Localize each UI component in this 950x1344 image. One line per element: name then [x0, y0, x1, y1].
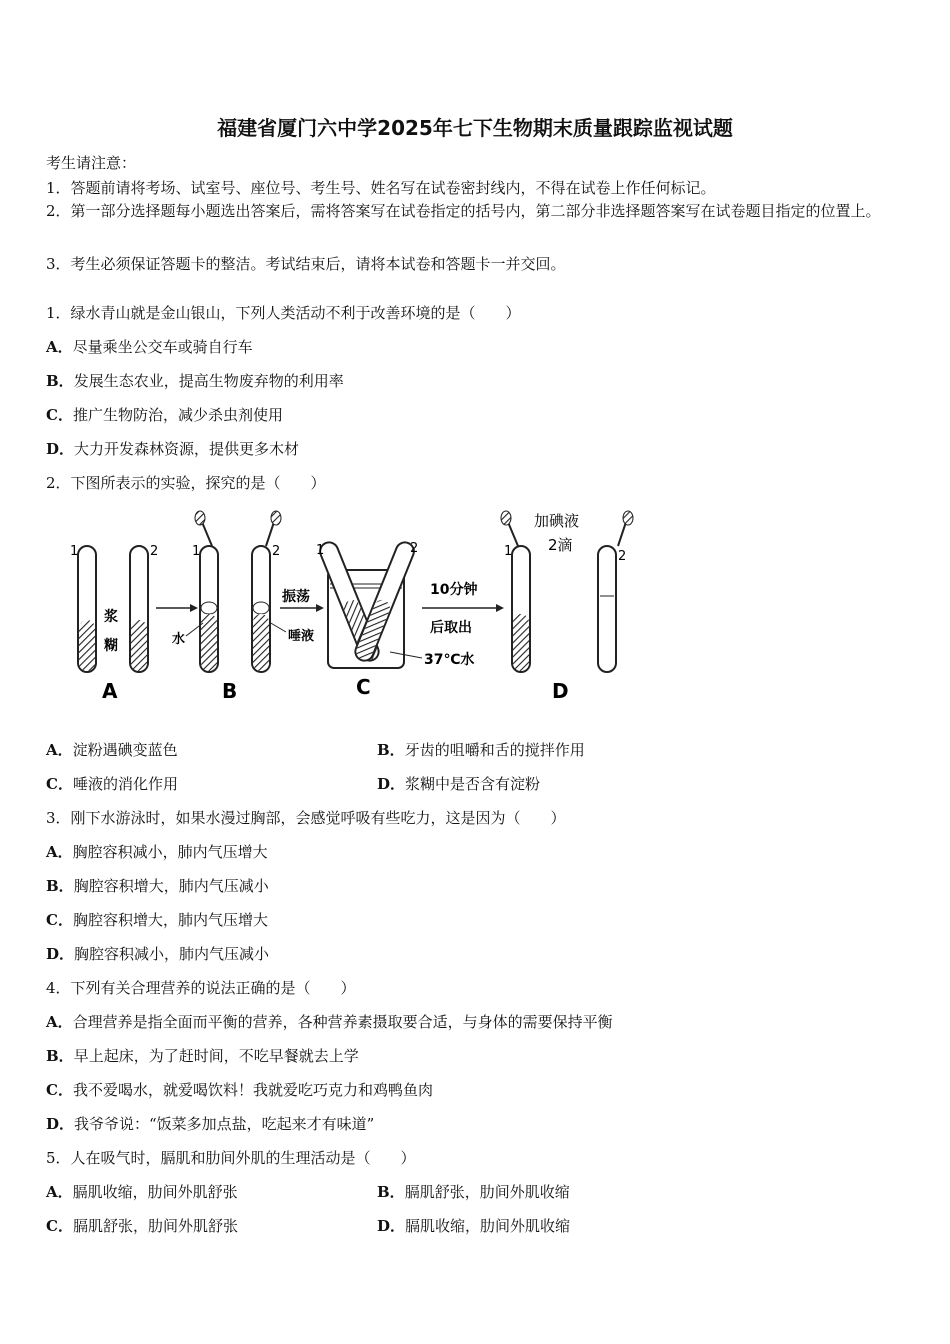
question-stem-4: 4．下列有关合理营养的说法正确的是（ ）: [46, 979, 356, 997]
option-letter: A．: [46, 1013, 73, 1031]
option-letter: B．: [46, 877, 74, 895]
option-3-a: [46, 841, 268, 862]
experiment-figure: [60, 508, 640, 708]
tube-number: 2: [618, 549, 627, 564]
option-letter: D．: [377, 1217, 406, 1235]
option-4-a: [46, 1011, 613, 1032]
option-text: 我不爱喝水，就爱喝饮料！我就爱吃巧克力和鸡鸭鱼肉: [72, 1081, 433, 1099]
option-letter: B．: [377, 741, 405, 759]
option-letter: B．: [46, 1047, 74, 1065]
option-text: 推广生物防治，减少杀虫剂使用: [72, 406, 283, 424]
tube-d2: [598, 546, 616, 672]
label-time: 后取出: [430, 620, 472, 636]
option-letter: C．: [46, 1081, 73, 1099]
tube-d1: [512, 546, 530, 672]
option-text: 胸腔容积减小，肺内气压减小: [74, 945, 270, 963]
option-2-b: [377, 739, 585, 760]
label-saliva: 唾液: [288, 629, 315, 644]
label-paste: 浆: [104, 609, 118, 625]
option-letter: B．: [46, 372, 74, 390]
option-text: 我爷爷说：“饭菜多加点盐，吃起来才有味道”: [74, 1115, 375, 1133]
notice-item: 2．第一部分选择题每小题选出答案后，需将答案写在试卷指定的括号内，第二部分非选择题答案写在试卷题目指定的位置上。: [46, 202, 881, 220]
option-text: 早上起床，为了赶时间，不吃早餐就去上学: [73, 1047, 359, 1065]
tube-number: 2: [150, 544, 159, 559]
option-text: 浆糊中是否含有淀粉: [405, 775, 541, 793]
tube-number: 1: [504, 544, 513, 559]
question-stem-3: 3．刚下水游泳时，如果水漫过胸部，会感觉呼吸有些吃力，这是因为（ ）: [46, 809, 566, 827]
option-text: 合理营养是指全面而平衡的营养，各种营养素摄取要合适，与身体的需要保持平衡: [72, 1013, 613, 1031]
question-stem-5: 5．人在吸气时，膈肌和肋间外肌的生理活动是（ ）: [46, 1149, 416, 1167]
step-label-d: D: [552, 679, 569, 703]
option-1-d: [46, 438, 299, 459]
option-text: 大力开发森林资源，提供更多木材: [74, 440, 300, 458]
option-letter: D．: [46, 945, 75, 963]
option-text: 发展生态农业，提高生物废弃物的利用率: [73, 372, 344, 390]
page-title: 福建省厦门六中学2025年七下生物期末质量跟踪监视试题: [217, 116, 733, 140]
option-3-d: [46, 943, 269, 964]
step-label-c: C: [356, 675, 371, 699]
option-letter: A．: [46, 338, 73, 356]
option-letter: B．: [377, 1183, 405, 1201]
option-4-b: [46, 1045, 359, 1066]
option-text: 膈肌舒张，肋间外肌舒张: [72, 1217, 238, 1235]
tube-number: 2: [410, 541, 419, 556]
label-shake: 振荡: [282, 589, 310, 605]
option-1-c: [46, 404, 283, 425]
option-2-c: [46, 773, 178, 794]
notice-item: 1．答题前请将考场、试室号、座位号、考生号、姓名写在试卷密封线内，不得在试卷上作任何标记。: [46, 179, 716, 197]
arrow-icon: [156, 604, 198, 612]
option-4-c: [46, 1079, 433, 1100]
dropper-icon: [266, 511, 281, 546]
option-letter: C．: [46, 406, 73, 424]
option-3-b: [46, 875, 269, 896]
option-text: 尽量乘坐公交车或骑自行车: [72, 338, 253, 356]
tube-b1: [200, 546, 218, 672]
arrow-icon: [422, 604, 504, 612]
label-time: 10分钟: [430, 582, 478, 598]
option-letter: C．: [46, 911, 73, 929]
tube-b2: [252, 546, 270, 672]
tube-number: 1: [70, 544, 79, 559]
option-text: 胸腔容积增大，肺内气压减小: [73, 877, 269, 895]
tube-a1: [78, 546, 96, 672]
question-stem-1: 1．绿水青山就是金山银山，下列人类活动不利于改善环境的是（ ）: [46, 304, 521, 322]
option-5-d: [377, 1215, 570, 1236]
option-letter: D．: [46, 1115, 75, 1133]
notice-item: 3．考生必须保证答题卡的整洁。考试结束后，请将本试卷和答题卡一并交回。: [46, 255, 566, 273]
option-2-d: [377, 773, 540, 794]
option-letter: A．: [46, 741, 73, 759]
option-5-a: [46, 1181, 238, 1202]
label-paste: 糊: [104, 638, 118, 654]
option-1-b: [46, 370, 344, 391]
option-text: 膈肌舒张，肋间外肌收缩: [404, 1183, 570, 1201]
option-text: 膈肌收缩，肋间外肌收缩: [405, 1217, 571, 1235]
label-water: 水: [172, 632, 186, 647]
option-letter: C．: [46, 775, 73, 793]
option-text: 淀粉遇碘变蓝色: [72, 741, 178, 759]
option-text: 牙齿的咀嚼和舌的搅拌作用: [404, 741, 585, 759]
option-text: 膈肌收缩，肋间外肌舒张: [72, 1183, 238, 1201]
option-text: 唾液的消化作用: [72, 775, 178, 793]
step-label-a: A: [102, 679, 118, 703]
dropper-icon: [195, 511, 212, 546]
option-letter: D．: [377, 775, 406, 793]
label-temperature: 37℃水: [424, 652, 475, 668]
option-5-c: [46, 1215, 238, 1236]
label-iodine: 加碘液: [534, 512, 580, 530]
arrow-icon: [280, 604, 324, 612]
question-stem-2: 2．下图所表示的实验，探究的是（ ）: [46, 474, 326, 492]
option-text: 胸腔容积减小，肺内气压增大: [72, 843, 268, 861]
tube-number: 2: [272, 544, 281, 559]
option-4-d: [46, 1113, 374, 1134]
label-iodine: 2滴: [548, 536, 573, 554]
option-2-a: [46, 739, 178, 760]
dropper-icon: [501, 511, 518, 546]
tube-number: 1: [192, 544, 201, 559]
dropper-icon: [618, 511, 633, 546]
option-letter: A．: [46, 843, 73, 861]
option-letter: C．: [46, 1217, 73, 1235]
option-letter: D．: [46, 440, 75, 458]
notice-heading: 考生请注意：: [46, 154, 137, 172]
option-3-c: [46, 909, 268, 930]
tube-number: 1: [316, 543, 325, 558]
option-1-a: [46, 336, 253, 357]
tube-a2: [130, 546, 148, 672]
option-5-b: [377, 1181, 570, 1202]
option-text: 胸腔容积增大，肺内气压增大: [72, 911, 268, 929]
step-label-b: B: [222, 679, 238, 703]
option-letter: A．: [46, 1183, 73, 1201]
